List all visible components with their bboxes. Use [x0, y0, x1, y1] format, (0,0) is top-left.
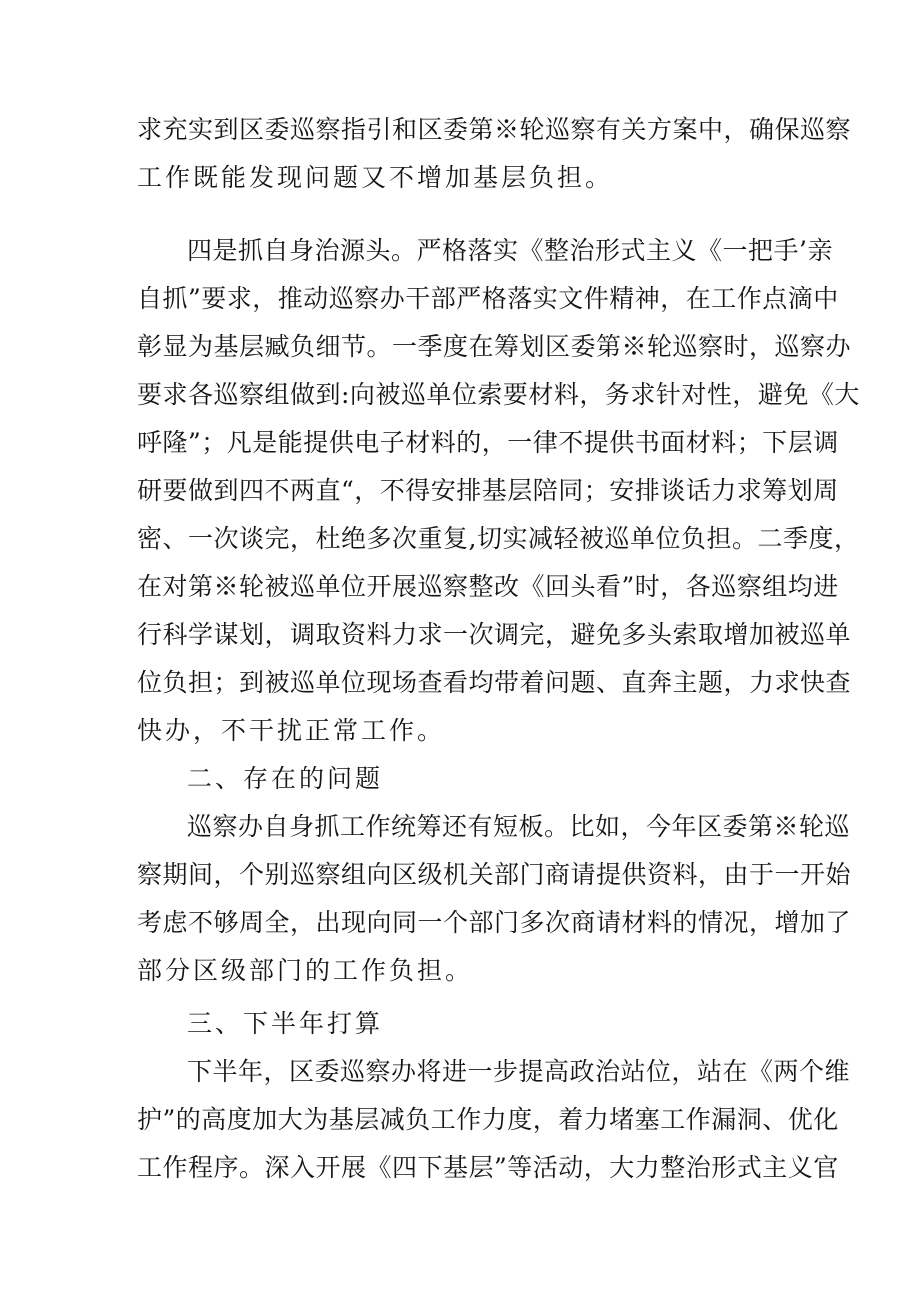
paragraph-line: 行科学谋划，调取资料力求一次调完，避免多头索取增加被巡单	[137, 620, 852, 649]
paragraph-line: 在对第※轮被巡单位开展巡察整改《回头看”时，各巡察组均进	[137, 572, 839, 601]
paragraph-line: 护”的高度加大为基层减负工作力度，着力堵塞工作漏洞、优化	[137, 1105, 839, 1134]
paragraph-line: 四是抓自身治源头。严格落实《整治形式主义《一把手’亲	[187, 236, 833, 265]
paragraph-line: 察期间，个别巡察组向区级机关部门商请提供资料，由于一开始	[137, 860, 852, 889]
paragraph-line: 求充实到区委巡察指引和区委第※轮巡察有关方案中，确保巡察	[137, 115, 852, 144]
paragraph-line: 密、一次谈完，杜绝多次重复,切实减轻被巡单位负担。二季度，	[137, 524, 860, 553]
paragraph-line: 巡察办自身抓工作统筹还有短板。比如，今年区委第※轮巡	[187, 812, 851, 841]
paragraph-line: 彰显为基层臧负细节。一季度在筹划区委第※轮巡察时，巡察办	[137, 332, 852, 361]
section-heading: 三、下半年打算	[187, 1009, 384, 1038]
paragraph-line: 自抓”要求，推动巡察办干部严格落实文件精神，在工作点滴中	[137, 284, 839, 313]
paragraph-line: 要求各巡察组做到:向被巡单位索要材料，务求针对性，避免《大	[137, 380, 860, 409]
paragraph-line: 工作既能发现问题又不增加基层负担。	[137, 163, 614, 192]
paragraph-line: 研要做到四不两直“，不得安排基层陪同；安排谈话力求筹划周	[137, 476, 839, 505]
paragraph-line: 部分区级部门的工作负担。	[137, 956, 474, 985]
paragraph-line: 工作程序。深入开展《四下基层”等活动，大力整治形式主义官	[137, 1153, 839, 1182]
paragraph-line: 位负担；到被巡单位现场查看均带着问题、直奔主题，力求快查	[137, 668, 852, 697]
paragraph-line: 呼隆”；凡是能提供电子材料的，一律不提供书面材料；下层调	[137, 428, 839, 457]
paragraph-line: 下半年，区委巡察办将进一步提高政治站位，站在《两个维	[187, 1057, 851, 1086]
section-heading: 二、存在的问题	[187, 764, 384, 793]
paragraph-line: 考虑不够周全，出现向同一个部门多次商请材料的情况，增加了	[137, 908, 852, 937]
paragraph-line: 快办，不干扰正常工作。	[137, 716, 446, 745]
